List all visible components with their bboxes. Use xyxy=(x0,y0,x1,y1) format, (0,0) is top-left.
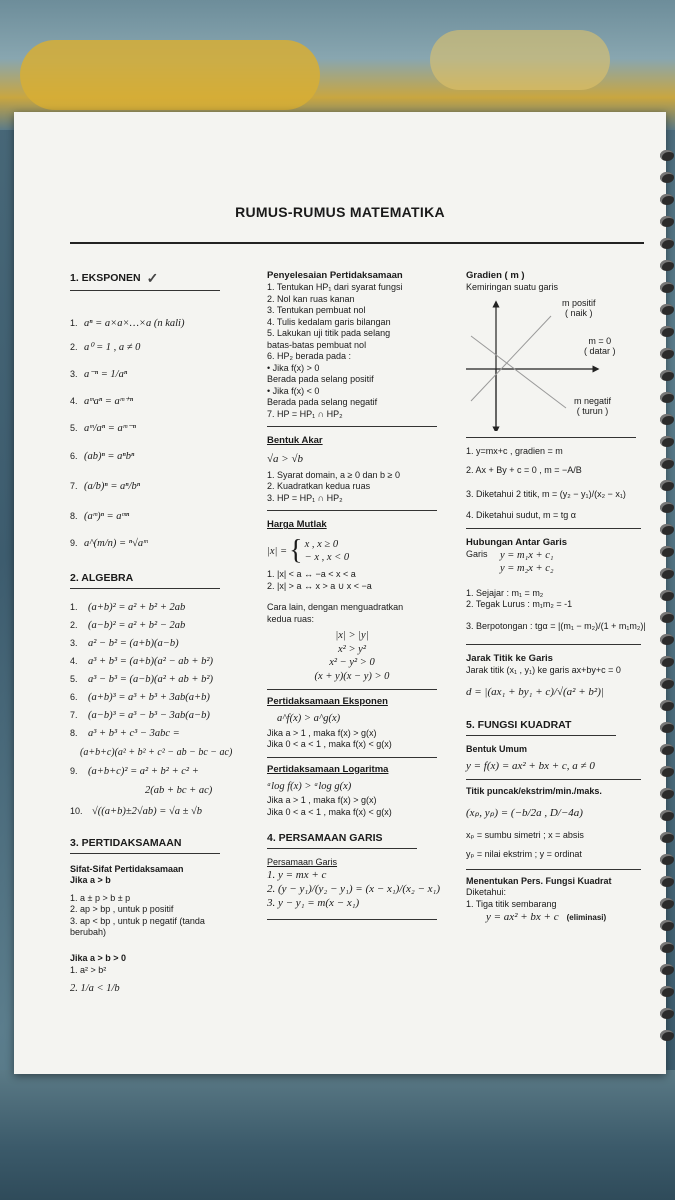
list-item: 1. Syarat domain, a ≥ 0 dan b ≥ 0 xyxy=(267,469,400,480)
subheading: Menentukan Pers. Fungsi Kuadrat xyxy=(466,875,612,886)
section-rule xyxy=(466,437,636,438)
list-item: 2. Kuadratkan kedua ruas xyxy=(267,481,371,492)
formula-row: 4. a³ + b³ = (a+b)(a² − ab + b²) xyxy=(70,656,214,668)
list-item: 3. Tentukan pembuat nol xyxy=(267,305,366,316)
negative-slope-line xyxy=(471,336,566,408)
list-item: 1. y=mx+c , gradien = m xyxy=(466,445,563,456)
section-heading: 5. FUNGSI KUADRAT xyxy=(466,719,572,732)
list-item: 6. HP₂ berada pada : xyxy=(267,351,352,362)
note-text: yₚ = nilai ekstrim ; y = ordinat xyxy=(466,849,582,860)
formula-row: 3. a⁻ⁿ = 1/aⁿ xyxy=(70,369,128,381)
formula-row: 8. a³ + b³ + c³ − 3abc = xyxy=(70,728,180,740)
formula-row: 3. a² − b² = (a+b)(a−b) xyxy=(70,638,179,650)
list-item: berubah) xyxy=(70,927,107,938)
list-item: 4. Tulis kedalam garis bilangan xyxy=(267,316,391,327)
section-rule xyxy=(267,919,437,920)
positive-slope-line xyxy=(471,316,551,401)
formula-row: 9. (a+b+c)² = a² + b² + c² + xyxy=(70,766,199,778)
formula-row: 2(ab + bc + ac) xyxy=(145,785,213,797)
gradient-diagram xyxy=(466,296,636,431)
label-m-positif: m positif ( naik ) xyxy=(562,297,596,319)
list-item: 2. Nol kan ruas kanan xyxy=(267,293,355,304)
note-text: Cara lain, dengan menguadratkan kedua ruas: xyxy=(267,602,404,624)
brace-icon: { xyxy=(289,535,303,567)
checkmark-icon: ✓ xyxy=(146,270,159,286)
formula-row: 2. (a−b)² = a² + b² − 2ab xyxy=(70,620,186,632)
title-rule xyxy=(70,242,644,244)
spiral-binding xyxy=(660,150,675,1050)
subheading: Diketahui: xyxy=(466,887,507,898)
section-rule xyxy=(466,869,641,870)
heading-rule xyxy=(70,588,220,589)
section-heading: 2. ALGEBRA xyxy=(70,572,134,585)
section-rule xyxy=(466,644,641,645)
formula-row: 6. (a+b)³ = a³ + b³ + 3ab(a+b) xyxy=(70,692,210,704)
subheading: Sifat-Sifat Pertidaksamaan xyxy=(70,863,184,874)
list-item: Berada pada selang negatif xyxy=(267,397,378,408)
heading-rule xyxy=(70,290,220,291)
section-rule xyxy=(267,426,437,427)
list-item: Jika a > 1 , maka f(x) > g(x) xyxy=(267,727,377,738)
formula-row: 1. aⁿ = a×a×…×a (n kali) xyxy=(70,318,185,330)
list-item: 1. Tiga titik sembarang xyxy=(466,898,557,909)
formula-row: 6. (ab)ⁿ = aⁿbⁿ xyxy=(70,451,135,463)
list-item: 2. 1/a < 1/b xyxy=(70,983,120,995)
formula: d = |(ax₁ + by₁ + c)/√(a² + b²)| xyxy=(466,685,604,698)
list-item: 2. ap > bp , untuk p positif xyxy=(70,904,174,915)
derivation: |x| > |y| x² > y² x² − y² > 0 (x + y)(x − y) > 0 xyxy=(314,630,390,682)
section-heading: Pertidaksamaan Logaritma xyxy=(267,763,389,775)
subheading: Kemiringan suatu garis xyxy=(466,282,559,293)
list-item: 3. Diketahui 2 titik, m = (y₂ − y₁)/(x₂ − x₁) xyxy=(466,488,626,499)
note-text: xₚ = sumbu simetri ; x = absis xyxy=(466,829,584,840)
formula: ᵃlog f(x) > ᵃlog g(x) xyxy=(267,780,352,792)
list-item: 2. |x| > a ↔ x > a ∪ x < −a xyxy=(267,580,372,591)
formula-row: y = ax² + bx + c (eliminasi) xyxy=(486,911,607,924)
section-heading: Penyelesaian Pertidaksamaan xyxy=(267,270,403,281)
heading-rule xyxy=(267,848,417,849)
line-equations: Garis y = m₁x + c₁ y = m₂x + c₂ xyxy=(466,548,554,575)
subheading: Jika a > b xyxy=(70,875,111,886)
list-item: 1. a² > b² xyxy=(70,964,107,975)
section-heading: Jarak Titik ke Garis xyxy=(466,653,553,665)
list-item: 7. HP = HP₁ ∩ HP₂ xyxy=(267,408,343,419)
list-item: • Jika f(x) < 0 xyxy=(267,385,320,396)
formula-row: 7. (a/b)ⁿ = aⁿ/bⁿ xyxy=(70,481,141,493)
section-heading: 3. PERTIDAKSAMAAN xyxy=(70,837,182,850)
fabric-background-bottom xyxy=(0,1070,675,1200)
label-m-nol: m = 0 ( datar ) xyxy=(584,335,616,357)
list-item: 1. |x| < a ↔ −a < x < a xyxy=(267,569,356,580)
list-item: batas-batas pembuat nol xyxy=(267,339,367,350)
fabric-pattern xyxy=(430,30,610,90)
subheading: Titik puncak/ekstrim/min./maks. xyxy=(466,786,602,797)
section-heading: Pertidaksamaan Eksponen xyxy=(267,696,388,708)
formula: √a > √b xyxy=(267,452,303,465)
list-item: 2. (y − y₁)/(y₂ − y₁) = (x − x₁)/(x₂ − x₁) xyxy=(267,883,441,896)
list-item: 1. Tentukan HP₁ dari syarat fungsi xyxy=(267,282,403,293)
list-item: 3. Berpotongan : tgα = |(m₁ − m₂)/(1 + m₁m₂)| xyxy=(466,620,646,631)
section-rule xyxy=(267,757,437,758)
heading-rule xyxy=(466,735,616,736)
formula-row: 7. (a−b)³ = a³ − b³ − 3ab(a−b) xyxy=(70,710,210,722)
subheading: Jika a > b > 0 xyxy=(70,953,127,963)
list-item: Jika a > 1 , maka f(x) > g(x) xyxy=(267,795,377,806)
list-item: 3. y − y₁ = m(x − x₁) xyxy=(267,897,360,910)
list-item: 3. ap < bp , untuk p negatif (tanda xyxy=(70,915,205,926)
section-heading: Bentuk Akar xyxy=(267,435,323,447)
formula: y = f(x) = ax² + bx + c, a ≠ 0 xyxy=(466,760,595,773)
formula-row: 1. (a+b)² = a² + b² + 2ab xyxy=(70,602,186,614)
list-item: 1. Sejajar : m₁ = m₂ xyxy=(466,587,544,598)
column-1 xyxy=(70,270,260,995)
section-rule xyxy=(267,689,437,690)
list-item: Jika 0 < a < 1 , maka f(x) < g(x) xyxy=(267,739,392,750)
formula: (xₚ, yₚ) = (−b/2a , D/−4a) xyxy=(466,806,583,819)
formula-row: 10. √((a+b)±2√ab) = √a ± √b xyxy=(70,806,202,818)
list-item: 2. Ax + By + c = 0 , m = −A/B xyxy=(466,465,582,476)
list-item: 3. HP = HP₁ ∩ HP₂ xyxy=(267,492,343,503)
subheading: Persamaan Garis xyxy=(267,856,338,867)
page-title: RUMUS-RUMUS MATEMATIKA xyxy=(235,204,445,220)
list-item: 1. a ± p > b ± p xyxy=(70,892,131,903)
section-heading: 1. EKSPONEN ✓ xyxy=(70,270,159,286)
section-rule xyxy=(466,779,641,780)
column-3 xyxy=(466,270,646,924)
formula-row: 5. a³ − b³ = (a−b)(a² + ab + b²) xyxy=(70,674,214,686)
subheading: Bentuk Umum xyxy=(466,743,528,754)
list-item: 4. Diketahui sudut, m = tg α xyxy=(466,510,577,521)
formula-row: 9. a^(m/n) = ⁿ√aᵐ xyxy=(70,538,148,550)
section-heading: Gradien ( m ) xyxy=(466,270,525,281)
formula-row: 2. a⁰ = 1 , a ≠ 0 xyxy=(70,342,141,354)
label-m-negatif: m negatif ( turun ) xyxy=(574,395,612,417)
formula: a^f(x) > a^g(x) xyxy=(277,713,341,725)
column-2 xyxy=(267,270,452,920)
list-item: 5. Lakukan uji titik pada selang xyxy=(267,328,391,339)
section-rule xyxy=(466,528,641,529)
list-item: Jika 0 < a < 1 , maka f(x) < g(x) xyxy=(267,806,392,817)
section-heading: Harga Mutlak xyxy=(267,519,327,531)
formula-row: (a+b+c)(a² + b² + c² − ab − bc − ac) xyxy=(80,746,233,758)
section-heading: 4. PERSAMAAN GARIS xyxy=(267,832,383,845)
list-item: 1. y = mx + c xyxy=(267,869,327,882)
section-heading: Hubungan Antar Garis xyxy=(466,536,567,548)
section-rule xyxy=(267,510,437,511)
heading-rule xyxy=(70,853,220,854)
formula-row: 5. aᵐ/aⁿ = aᵐ⁻ⁿ xyxy=(70,423,136,435)
abs-definition: |x| = { x , x ≥ 0 − x , x < 0 xyxy=(267,535,350,567)
list-item: Berada pada selang positif xyxy=(267,374,374,385)
list-item: 2. Tegak Lurus : m₁m₂ = -1 xyxy=(466,599,573,610)
formula-row: 4. aᵐaⁿ = aᵐ⁺ⁿ xyxy=(70,396,133,408)
formula-row: 8. (aᵐ)ⁿ = aᵐⁿ xyxy=(70,511,130,523)
fabric-pattern xyxy=(20,40,320,110)
subheading: Jarak titik (x₁ , y₁) ke garis ax+by+c = 0 xyxy=(466,665,621,676)
list-item: • Jika f(x) > 0 xyxy=(267,362,320,373)
worksheet-paper xyxy=(14,112,666,1074)
